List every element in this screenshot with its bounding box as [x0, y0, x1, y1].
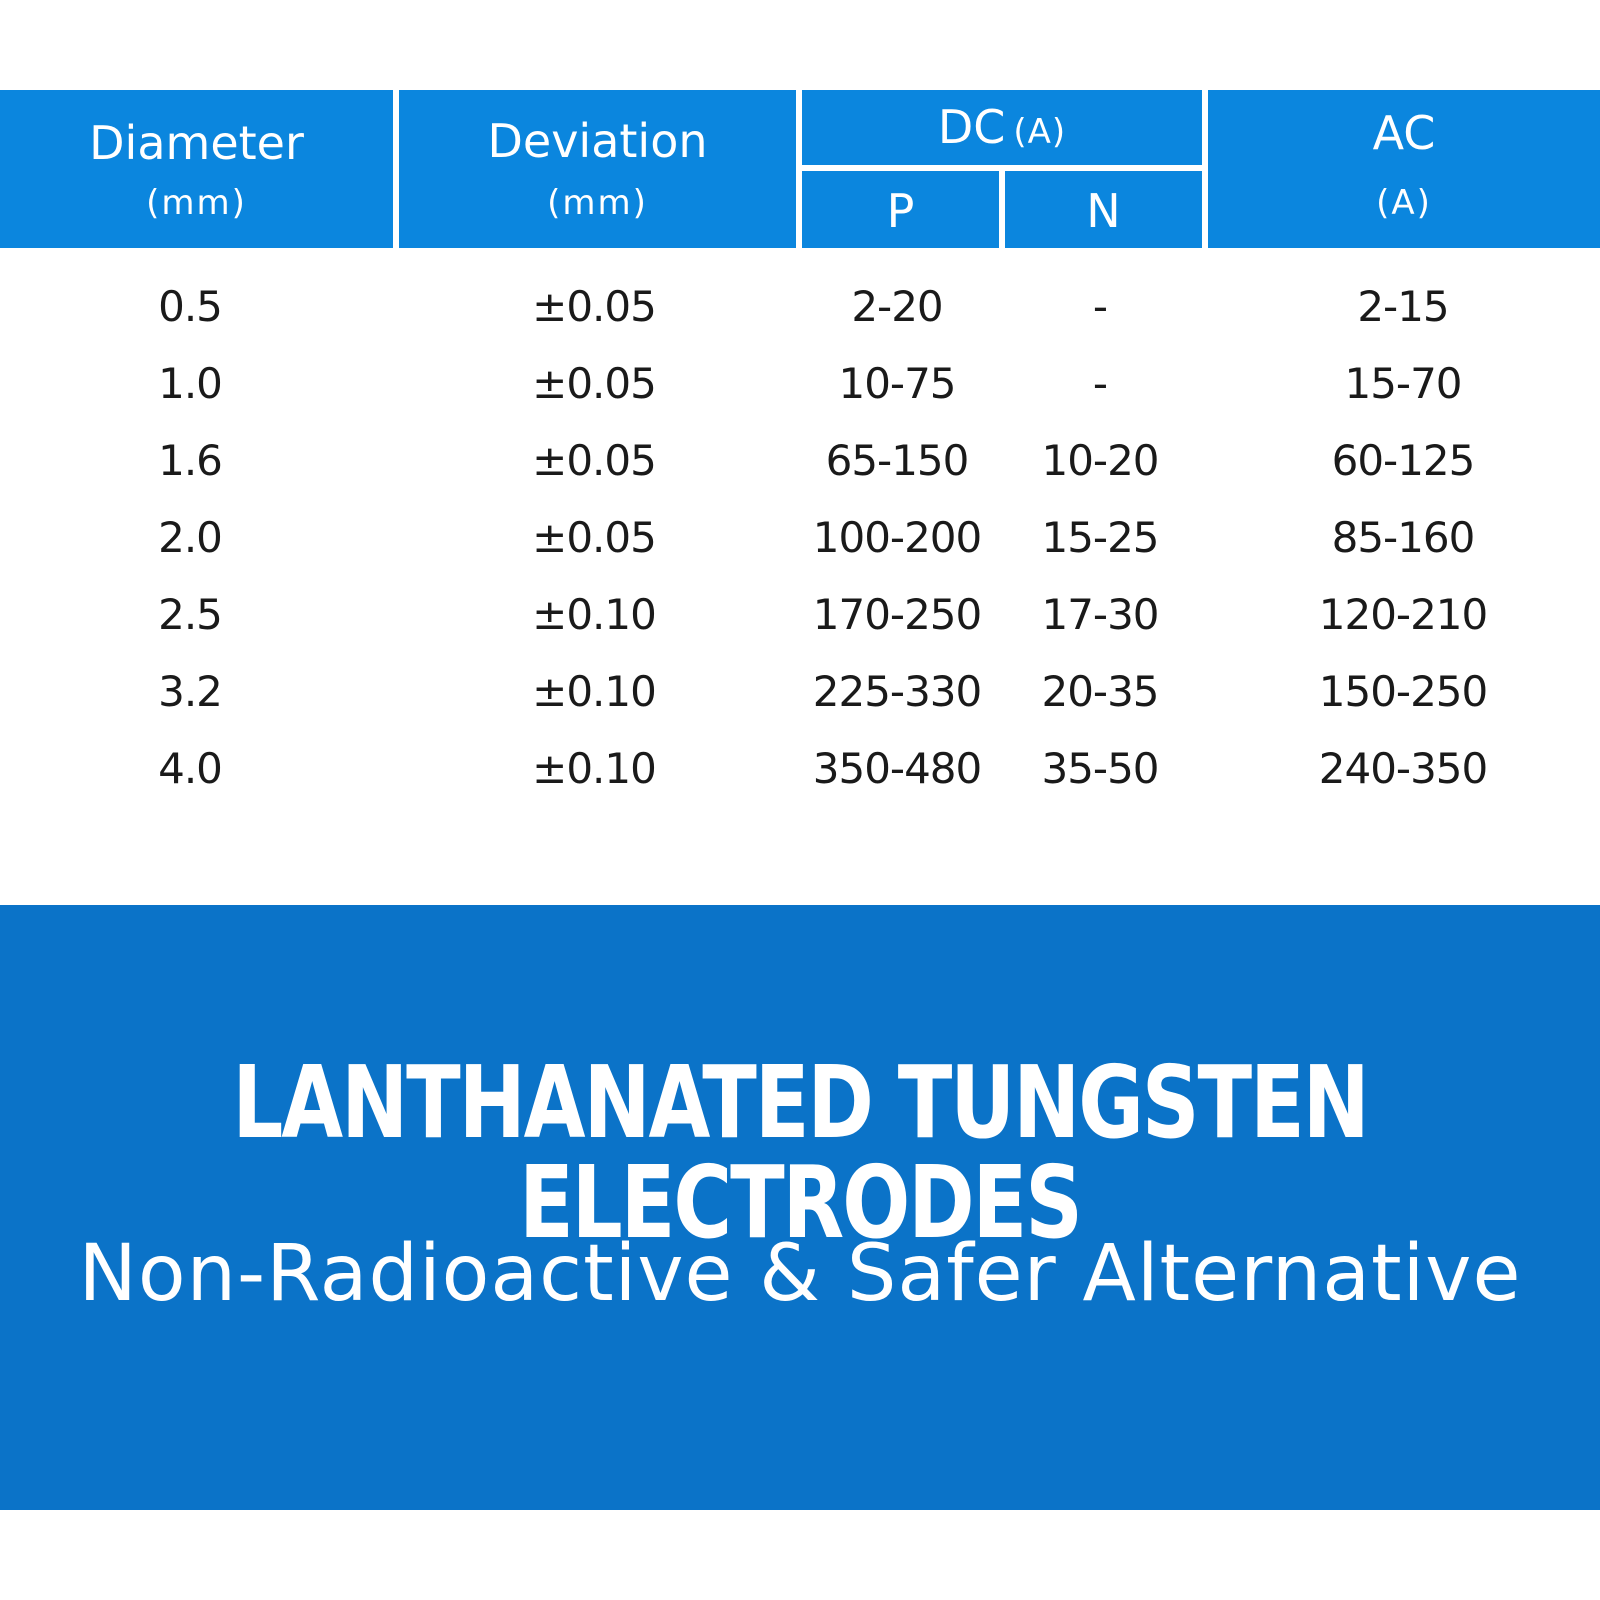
header-dc-p-label: P	[886, 184, 915, 238]
cell-dc-n: -	[1092, 282, 1108, 331]
cell-dc-p: 350-480	[812, 744, 982, 793]
cell-diameter: 2.0	[158, 513, 222, 562]
header-ac	[1208, 90, 1600, 248]
cell-dc-n: 17-30	[1041, 590, 1159, 639]
cell-ac: 60-125	[1331, 436, 1475, 485]
cell-deviation: ±0.10	[532, 744, 656, 793]
table-row	[0, 268, 1600, 345]
cell-dc-p: 170-250	[812, 590, 982, 639]
table-row	[0, 576, 1600, 653]
cell-dc-n: 20-35	[1041, 667, 1159, 716]
header-dc-n	[1005, 171, 1202, 248]
cell-diameter: 4.0	[158, 744, 222, 793]
table-header	[0, 90, 1600, 248]
table-row	[0, 499, 1600, 576]
cell-deviation: ±0.05	[532, 282, 656, 331]
cell-dc-p: 2-20	[851, 282, 943, 331]
cell-diameter: 1.0	[158, 359, 222, 408]
product-title: LANTHANATED TUNGSTEN ELECTRODES	[232, 1044, 1368, 1261]
table-body	[0, 268, 1600, 807]
header-deviation-label: Deviation	[487, 114, 708, 168]
cell-diameter: 1.6	[158, 436, 222, 485]
cell-deviation: ±0.05	[532, 359, 656, 408]
table-row	[0, 345, 1600, 422]
cell-dc-n: 15-25	[1041, 513, 1159, 562]
cell-dc-p: 65-150	[825, 436, 969, 485]
cell-ac: 240-350	[1318, 744, 1488, 793]
header-dc-group	[802, 100, 1202, 154]
header-dc-p	[802, 171, 999, 248]
cell-diameter: 3.2	[158, 667, 222, 716]
cell-dc-n: -	[1092, 359, 1108, 408]
cell-diameter: 2.5	[158, 590, 222, 639]
cell-deviation: ±0.05	[532, 436, 656, 485]
cell-diameter: 0.5	[158, 282, 222, 331]
cell-deviation: ±0.05	[532, 513, 656, 562]
header-deviation-unit: (mm)	[547, 183, 648, 223]
header-ac-unit: (A)	[1376, 183, 1432, 223]
header-dc-n-label: N	[1086, 184, 1121, 238]
cell-dc-n: 10-20	[1041, 436, 1159, 485]
cell-dc-p: 10-75	[838, 359, 956, 408]
cell-dc-n: 35-50	[1041, 744, 1159, 793]
cell-dc-p: 100-200	[812, 513, 982, 562]
header-diameter-label: Diameter	[89, 116, 304, 170]
cell-ac: 15-70	[1344, 359, 1462, 408]
table-row	[0, 730, 1600, 807]
cell-ac: 120-210	[1318, 590, 1488, 639]
header-dc	[802, 90, 1202, 165]
header-dc-unit: (A)	[1013, 112, 1067, 152]
cell-ac: 85-160	[1331, 513, 1475, 562]
product-banner	[0, 905, 1600, 1510]
product-subtitle: Non-Radioactive & Safer Alternative	[78, 1229, 1522, 1319]
header-ac-label: AC	[1372, 106, 1436, 160]
header-diameter	[0, 90, 393, 248]
header-deviation	[399, 90, 796, 248]
cell-deviation: ±0.10	[532, 667, 656, 716]
cell-dc-p: 225-330	[812, 667, 982, 716]
table-row	[0, 422, 1600, 499]
table-row	[0, 653, 1600, 730]
header-dc-label: DC	[937, 100, 1006, 154]
cell-ac: 2-15	[1357, 282, 1449, 331]
header-diameter-unit: (mm)	[146, 183, 247, 223]
cell-ac: 150-250	[1318, 667, 1488, 716]
cell-deviation: ±0.10	[532, 590, 656, 639]
